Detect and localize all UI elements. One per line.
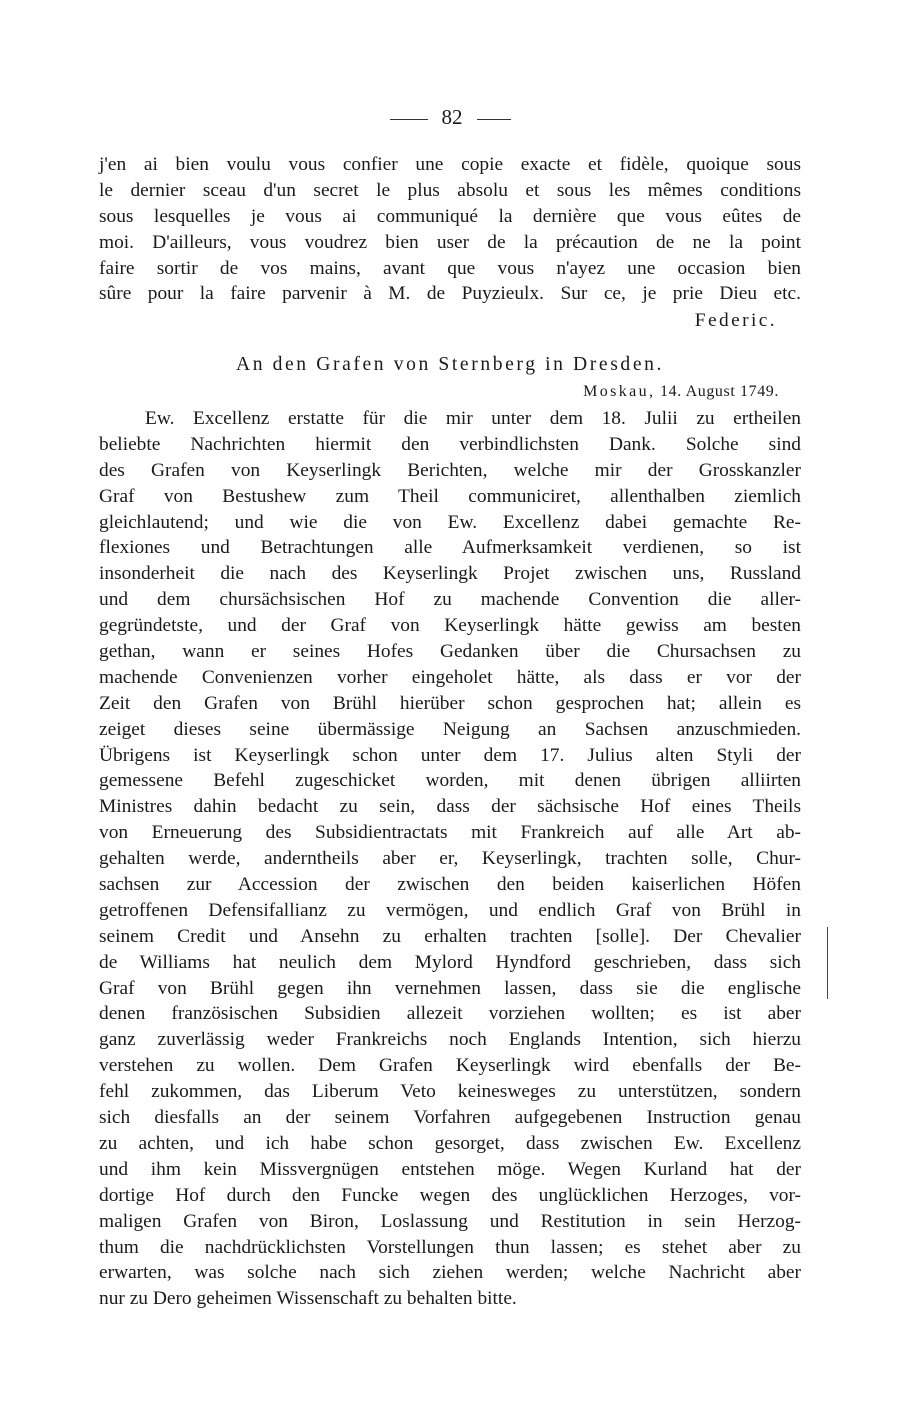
text-line: denen französischen Subsidien allezeit vorziehen wollten; es ist aber [99,1003,801,1025]
text-line: Zeit den Grafen von Brühl hierüber schon gesprochen hat; allein es [99,692,801,714]
text-line: seinem Credit und Ansehn zu erhalten trachten [solle]. Der Chevalier [99,925,801,947]
text-line: zu achten, und ich habe schon gesorget, dass zwischen Ew. Excellenz [99,1132,801,1154]
text-line: sûre pour la faire parvenir à M. de Puyzieulx. Sur ce, je prie Dieu etc. [99,283,801,305]
text-line: Graf von Brühl gegen ihn vernehmen lassen, dass sie die englische [99,977,801,999]
text-line: machende Convenienzen vorher eingeholet hätte, als dass er vor der [99,666,801,688]
text-line: beliebte Nachrichten hiermit den verbindlichsten Dank. Solche sind [99,433,801,455]
text-line: gethan, wann er seines Hofes Gedanken über die Chursachsen zu [99,641,801,663]
text-line: thum die nachdrücklichsten Vorstellungen thun lassen; es stehet aber zu [99,1236,801,1258]
text-line: gemessene Befehl zugeschicket worden, mit denen übrigen alliirten [99,770,801,792]
text-line: von Erneuerung des Subsidientractats mit Frankreich auf alle Art ab- [99,822,801,844]
signature: Federic. [694,310,777,331]
text-line: le dernier sceau d'un secret le plus absolu et sous les mêmes conditions [99,179,801,201]
letter-body [99,406,801,1312]
text-line: Ew. Excellenz erstatte für die mir unter dem 18. Julii zu ertheilen [145,408,801,429]
text-line: Übrigens ist Keyserlingk schon unter dem 17. Julius alten Styli der [99,744,801,766]
previous-letter-ending [99,152,801,307]
page-number: 82 [441,105,463,129]
dateline-date: 14. August 1749. [660,383,779,400]
text-line: sous lesquelles je vous ai communiqué la dernière que vous eûtes de [99,205,801,227]
text-line: gleichlautend; und wie die von Ew. Excellenz dabei gemachte Re- [99,511,801,533]
text-line: des Grafen von Keyserlingk Berichten, welche mir der Grosskanzler [99,459,801,481]
text-line: Ministres dahin bedacht zu sein, dass der sächsische Hof eines Theils [99,796,801,818]
text-line: insonderheit die nach des Keyserlingk Projet zwischen uns, Russland [99,563,801,585]
dateline-place: Moskau, [583,383,656,400]
dateline [583,383,779,401]
text-line: fehl zukommen, das Liberum Veto keinesweges zu unterstützen, sondern [99,1081,801,1103]
text-line: dortige Hof durch den Funcke wegen des unglücklichen Herzoges, vor- [99,1184,801,1206]
text-line: gegründetste, und der Graf von Keyserlingk hätte gewiss am besten [99,615,801,637]
text-line: Graf von Bestushew zum Theil communiciret, allenthalben ziemlich [99,485,801,507]
text-line: erwarten, was solche nach sich ziehen werden; welche Nachricht aber [99,1262,801,1284]
text-line: verstehen zu wollen. Dem Grafen Keyserlingk wird ebenfalls der Be- [99,1055,801,1077]
text-line: und dem chursächsischen Hof zu machende Convention die aller- [99,589,801,611]
text-line: und ihm kein Missvergnügen entstehen möge. Wegen Kurland hat der [99,1158,801,1180]
header-rule-left [390,119,428,120]
text-line: gehalten werde, anderntheils aber er, Keyserlingk, trachten solle, Chur- [99,848,801,870]
text-line: flexiones und Betrachtungen alle Aufmerksamkeit verdienen, so ist [99,537,801,559]
page-header [0,104,900,130]
text-line: de Williams hat neulich dem Mylord Hyndford geschrieben, dass sich [99,951,801,973]
text-line: ganz zuverlässig weder Frankreichs noch Englands Intention, sich hierzu [99,1029,801,1051]
text-line: moi. D'ailleurs, vous voudrez bien user de la précaution de ne la point [99,231,801,253]
margin-rule [827,927,828,999]
text-line: zeiget dieses seine übermässige Neigung an Sachsen anzuschmieden. [99,718,801,740]
text-line: getroffenen Defensifallianz zu vermögen, und endlich Graf von Brühl in [99,899,801,921]
text-line: maligen Grafen von Biron, Loslassung und Restitution in sein Herzog- [99,1210,801,1232]
header-rule-right [477,119,511,120]
letter-heading: An den Grafen von Sternberg in Dresden. [235,354,665,375]
text-line: sich diesfalls an der seinem Vorfahren aufgegebenen Instruction genau [99,1107,801,1129]
text-line: sachsen zur Accession der zwischen den beiden kaiserlichen Höfen [99,874,801,896]
text-line: faire sortir de vos mains, avant que vous n'ayez une occasion bien [99,257,801,279]
text-line: j'en ai bien voulu vous confier une copie exacte et fidèle, quoique sous [99,154,801,175]
text-line: nur zu Dero geheimen Wissenschaft zu behalten bitte. [99,1288,517,1310]
